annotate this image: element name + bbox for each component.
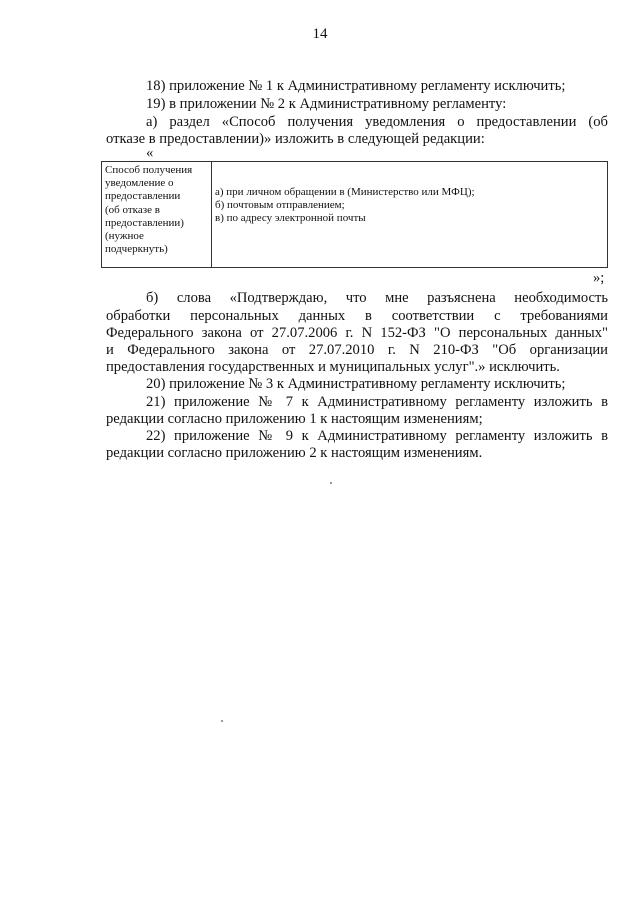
item-21-line2: редакции согласно приложению 1 к настоящим изменениям; <box>106 411 483 427</box>
item-21-line1: 21) приложение № 7 к Административному регламенту изложить в <box>146 394 608 410</box>
option-post: б) почтовым отправлением; <box>215 199 345 212</box>
open-quote: « <box>146 145 154 161</box>
item-19b-line5: предоставления государственных и муниципальных услуг".» исключить. <box>106 359 560 375</box>
method-label-cell <box>102 162 212 268</box>
label-line: Способ получения <box>105 164 193 176</box>
method-options-cell <box>212 162 608 268</box>
item-22-line2: редакции согласно приложению 2 к настоящим изменениям. <box>106 445 483 461</box>
label-line: уведомление о <box>105 177 174 190</box>
item-19b-line1: б) слова «Подтверждаю, что мне разъяснена необходимость <box>146 290 608 306</box>
scan-speck <box>330 482 332 484</box>
scan-speck <box>221 720 223 722</box>
item-19b-line4: и Федерального закона от 27.07.2010 г. N 210-ФЗ "Об организации <box>106 342 608 358</box>
item-19: 19) в приложении № 2 к Административному регламенту: <box>146 96 507 112</box>
page-number: 14 <box>312 26 328 42</box>
item-19a-line2: отказе в предоставлении)» изложить в следующей редакции: <box>106 131 485 147</box>
item-20: 20) приложение № 3 к Административному регламенту исключить; <box>146 376 566 392</box>
label-line: предоставлении) <box>105 216 184 229</box>
label-line: (об отказе в <box>105 203 160 216</box>
label-line: (нужное <box>105 230 144 243</box>
label-line: подчеркнуть) <box>105 243 168 256</box>
notification-method-table <box>101 161 608 268</box>
item-19b-line2: обработки персональных данных в соответствии с требованиями <box>106 308 608 324</box>
option-in-person: а) при личном обращении в (Министерство или МФЦ); <box>215 186 475 198</box>
close-quote: »; <box>593 270 605 286</box>
item-19a-line1: а) раздел «Способ получения уведомления о предоставлении (об <box>146 114 608 130</box>
table-row <box>102 162 608 268</box>
item-18: 18) приложение № 1 к Административному регламенту исключить; <box>146 78 566 94</box>
item-22-line1: 22) приложение № 9 к Административному регламенту изложить в <box>146 428 608 444</box>
option-email: в) по адресу электронной почты <box>215 212 366 225</box>
item-19b-line3: Федерального закона от 27.07.2006 г. N 152-ФЗ "О персональных данных" <box>106 325 608 341</box>
label-line: предоставлении <box>105 190 181 203</box>
